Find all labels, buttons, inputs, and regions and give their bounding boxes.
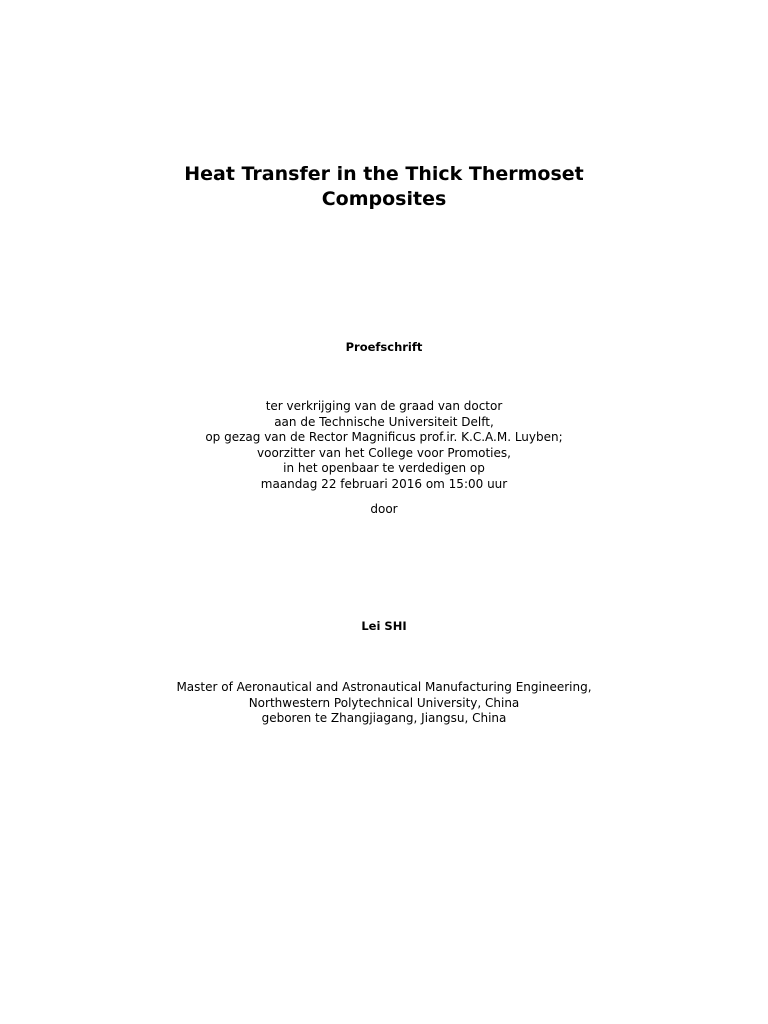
thesis-title-line-1: Heat Transfer in the Thick Thermoset: [184, 163, 584, 185]
author-details: [0, 680, 768, 727]
degree-statement-line: maandag 22 februari 2016 om 15:00 uur: [260, 476, 508, 491]
author-detail-line: Master of Aeronautical and Astronautical Manufacturing Engineering,: [176, 680, 592, 694]
author-detail-line: geboren te Zhangjiagang, Jiangsu, China: [261, 711, 507, 725]
degree-statement-line: aan de Technische Universiteit Delft,: [274, 414, 494, 429]
document-type: Proefschrift: [345, 340, 423, 354]
degree-statement-line: op gezag van de Rector Magnificus prof.ir. K.C.A.M. Luyben;: [205, 430, 563, 444]
degree-statement-line: ter verkrijging van de graad van doctor: [265, 399, 503, 413]
by-label: door: [370, 502, 398, 516]
thesis-title: [0, 162, 768, 212]
degree-statement-line: in het openbaar te verdedigen op: [283, 461, 485, 475]
degree-statement-line: voorzitter van het College voor Promoties,: [257, 445, 511, 460]
thesis-title-line-2: Composites: [321, 188, 447, 210]
author-name: Lei SHI: [361, 619, 407, 633]
degree-statement: [0, 399, 768, 492]
author-detail-line: Northwestern Polytechnical University, China: [248, 695, 520, 710]
